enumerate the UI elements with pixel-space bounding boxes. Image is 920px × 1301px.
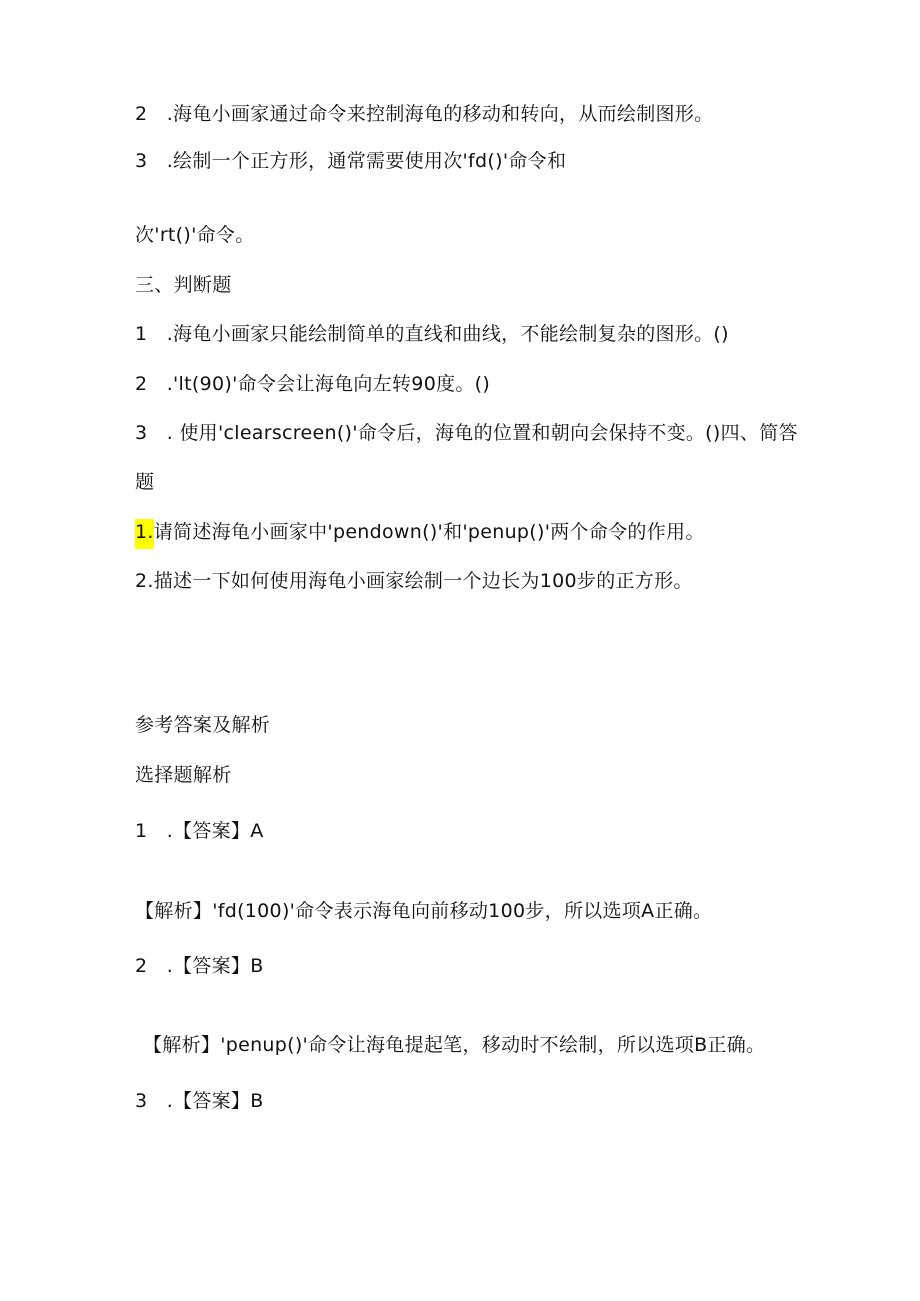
short-answer-heading-wrap: 题 xyxy=(135,471,155,493)
short-answer-question-1-text: 请简述海龟小画家中'pendown()'和'penup()'两个命令的作用。 xyxy=(153,521,705,543)
fill-in-question-2: 2 .海龟小画家通过命令来控制海龟的移动和转向，从而绘制图形。 xyxy=(135,103,714,125)
answer-1: 1 .【答案】A xyxy=(135,820,264,842)
judge-question-2: 2 .'lt(90)'命令会让海龟向左转90度。() xyxy=(135,373,491,395)
judge-question-1: 1 .海龟小画家只能绘制简单的直线和曲线，不能绘制复杂的图形。() xyxy=(135,323,729,345)
fill-in-question-3-line-2: 次'rt()'命令。 xyxy=(135,224,255,246)
choice-analysis-heading: 选择题解析 xyxy=(135,764,232,786)
fill-in-question-3-line-1: 3 .绘制一个正方形，通常需要使用次'fd()'命令和 xyxy=(135,150,567,172)
explanation-1: 【解析】'fd(100)'命令表示海龟向前移动100步，所以选项A正确。 xyxy=(135,900,713,922)
judge-section-heading: 三、判断题 xyxy=(135,274,232,296)
explanation-2: 【解析】'penup()'命令让海龟提起笔，移动时不绘制，所以选项B正确。 xyxy=(143,1034,766,1056)
answer-3: 3 .【答案】B xyxy=(135,1090,264,1112)
answer-2: 2 .【答案】B xyxy=(135,955,264,977)
answers-heading: 参考答案及解析 xyxy=(135,714,271,736)
judge-question-3: 3 . 使用'clearscreen()'命令后，海龟的位置和朝向会保持不变。()四、简答 xyxy=(135,422,798,444)
short-answer-question-2: 2.描述一下如何使用海龟小画家绘制一个边长为100步的正方形。 xyxy=(135,570,693,592)
short-answer-question-1 xyxy=(135,519,705,545)
highlight-mark: 1. xyxy=(135,519,154,549)
